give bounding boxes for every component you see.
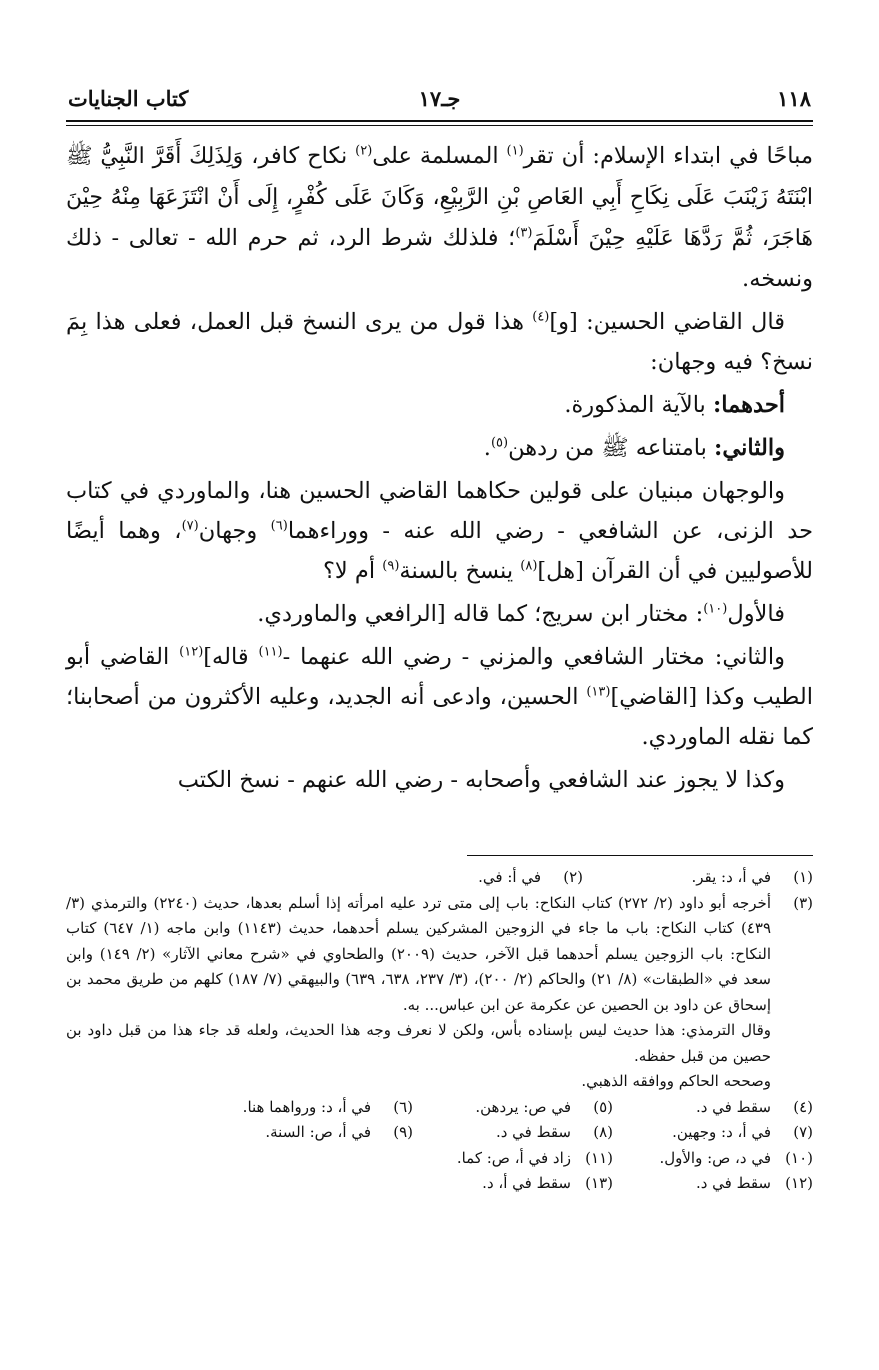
text: مباحًا في ابتداء الإسلام: أن تقر <box>523 143 814 169</box>
footnote <box>613 1171 813 1197</box>
footnote-text: زاد في أ، ص: كما. <box>456 1148 571 1167</box>
footnote-text: سقط في أ، د. <box>482 1174 571 1192</box>
footnote-ref: (٣) <box>515 225 533 241</box>
footnote-ref: (١٢) <box>179 644 204 660</box>
footnote-text: سقط في د. <box>495 1123 571 1141</box>
footnote-text: سقط في د. <box>695 1097 771 1116</box>
text: الحسين، وادعى أنه الجديد، وعليه الأكثرون من أصحابنا؛ كما نقله الماوردي. <box>66 684 813 750</box>
text: هذا قول من يرى النسخ قبل العمل، فعلى هذا بِمَ نسخ؟ فيه وجهان: <box>66 309 813 375</box>
paragraph <box>66 471 813 591</box>
footnote-number: (١٢) <box>785 1174 813 1192</box>
footnote-line <box>66 1120 813 1146</box>
footnote <box>153 1120 413 1146</box>
footnote-ref: (٥) <box>490 435 509 451</box>
paragraph <box>66 302 813 382</box>
footnote-number: (٥) <box>593 1097 613 1116</box>
footnotes <box>66 865 813 1197</box>
footnote-ref: (١٠) <box>703 601 728 617</box>
page-number: ١١٨ <box>777 86 811 111</box>
footnote <box>413 1171 613 1197</box>
book-title: كتاب الجنايات <box>68 86 189 111</box>
footnote-line <box>66 1146 813 1172</box>
footnote-text: في أ، د: يقر. <box>691 868 771 886</box>
footnote-line <box>66 1095 813 1121</box>
footnote-number: (١١) <box>585 1148 613 1167</box>
paragraph <box>66 428 813 468</box>
footnote-ref: (٧) <box>181 518 199 534</box>
paragraph <box>66 136 813 299</box>
footnote-ref: (٨) <box>520 558 538 574</box>
header-rule-thin <box>66 125 813 126</box>
footnote-ref: (١١) <box>258 644 283 660</box>
footnote-number: (٩) <box>393 1123 413 1141</box>
footnote-text: سقط في د. <box>695 1174 771 1192</box>
footnote <box>413 1146 613 1172</box>
text: نكاح كافر، <box>243 143 356 169</box>
footnote-text: في أ: في. <box>478 868 541 886</box>
footnote-number: (٤) <box>793 1097 813 1116</box>
text: فالأول <box>727 601 785 627</box>
paragraph <box>66 385 813 425</box>
point-label: والثاني: <box>714 435 785 461</box>
footnote-text: في أ، ص: السنة. <box>265 1123 371 1141</box>
main-text <box>66 136 813 803</box>
footnote-separator <box>467 855 813 856</box>
text: المسلمة على <box>372 143 507 169</box>
footnote <box>413 1095 613 1121</box>
text: . <box>483 435 491 461</box>
footnote-line <box>66 865 813 891</box>
text: أم لا؟ <box>322 558 383 584</box>
footnote-number: (٢) <box>563 868 583 886</box>
text: بامتناعه ﷺ من ردهن <box>508 435 715 461</box>
footnote-ref: (١٣) <box>586 684 611 700</box>
text: قال القاضي الحسين: [و] <box>549 309 785 335</box>
footnote-line <box>66 1171 813 1197</box>
point-label: أحدهما: <box>712 392 785 418</box>
footnote-number: (٣) <box>793 893 813 912</box>
footnote-text: في أ، د: ورواهما هنا. <box>242 1097 371 1116</box>
hadith-quote: وَلِذَلِكَ أَقَرَّ النَّبِيُّ ﷺ ابْنَتَهُ زَيْنَبَ عَلَى نِكَاحِ أَبِي العَاصِ بْنِ الرَّبِيْعِ، وَكَانَ عَلَى كُفْرٍ، إِلَى أَنْ انْتَزَعَهَا مِنْهُ حِيْنَ هَاجَرَ، ثُمَّ رَدَّهَا عَلَيْهِ حِيْنَ أَسْلَمَ <box>66 144 813 251</box>
footnote-text: في د، ص: والأول. <box>659 1148 771 1167</box>
footnote-number: (٧) <box>793 1123 813 1141</box>
paragraph <box>66 594 813 634</box>
footnote-text: وقال الترمذي: هذا حديث ليس بإسناده بأس، ولكن لا نعرف وجه هذا الحديث، ولعله قد جاء هذا من قبل داود بن حصين من قبل حفظه. <box>66 1021 771 1065</box>
footnote <box>413 1120 613 1146</box>
text: والثاني: مختار الشافعي والمزني - رضي الله عنهما - <box>282 644 785 670</box>
footnote-ref: (٩) <box>382 558 400 574</box>
text: ؛ فلذلك شرط الرد، ثم حرم الله - تعالى - ذلك ونسخه. <box>66 225 813 292</box>
text: قاله] <box>203 644 259 670</box>
footnote <box>613 1120 813 1146</box>
footnote-number: (٦) <box>393 1097 413 1116</box>
paragraph <box>66 637 813 757</box>
footnote-ref: (٤) <box>532 309 550 325</box>
footnote-text: في ص: يردهن. <box>475 1097 571 1116</box>
footnote-ref: (٦) <box>270 518 288 534</box>
footnote-text: وصححه الحاكم ووافقه الذهبي. <box>581 1072 771 1090</box>
footnote-number: (١٠) <box>785 1148 813 1167</box>
footnote <box>66 891 813 1095</box>
paragraph: وكذا لا يجوز عند الشافعي وأصحابه - رضي الله عنهم - نسخ الكتب <box>177 767 785 793</box>
footnote-number: (١٣) <box>585 1174 613 1192</box>
text: ، وهما أيضًا للأصوليين في أن القرآن [هل] <box>66 518 813 584</box>
footnote <box>613 1146 813 1172</box>
footnote-number: (١) <box>793 868 813 886</box>
footnote-ref: (١) <box>506 143 524 159</box>
footnote-ref: (٢) <box>355 143 373 159</box>
footnote <box>583 865 813 891</box>
footnote <box>613 1095 813 1121</box>
footnote-text: أخرجه أبو داود (٢/ ٢٧٢) كتاب النكاح: باب إلى متى ترد عليه امرأته إذا أسلم بعدها، حديث (٢٢٤٠) والترمذي (٣/ ٤٣٩) كتاب النكاح: باب ما جاء في الزوجين المشركين يسلم أحدهما، حديث (١١٤٣) وابن ماجه (١/ ٦٤٧) كتاب النكاح: باب الزوجين يسلم أحدهما قبل الآخر، حديث (٢٠٠٩) والطحاوي في «شرح معاني الآثار» (٢/ ١٤٩) وابن سعد في «الطبقات» (٨/ ٢١) والحاكم (٢/ ٢٠٠)، (٣/ ٢٣٧، ٦٣٨، ٦٣٩) والبيهقي (٧/ ١٨٧) كلهم من طريق محمد بن إسحاق عن داود بن الحصين عن عكرمة عن ابن عباس... به. <box>66 893 772 1014</box>
text: والوجهان مبنيان على قولين حكاهما القاضي الحسين هنا، والماوردي في كتاب حد الزنى، عن الشافعي - رضي الله عنه - ووراءهما <box>66 478 813 544</box>
footnote <box>383 865 583 891</box>
text: ينسخ بالسنة <box>399 558 521 584</box>
footnote <box>153 1095 413 1121</box>
text: القاضي أبو الطيب وكذا [القاضي] <box>66 644 813 710</box>
text: وجهان <box>198 518 271 544</box>
text: بالآية المذكورة. <box>564 392 713 418</box>
header-rule-thick <box>66 120 813 122</box>
footnote-text: في أ، د: وجهين. <box>672 1123 771 1141</box>
footnote-number: (٨) <box>593 1123 613 1141</box>
text: : مختار ابن سريج؛ كما قاله [الرافعي والماوردي. <box>257 601 704 627</box>
running-header <box>68 86 811 120</box>
volume-number: جـ١٧ <box>418 86 461 111</box>
